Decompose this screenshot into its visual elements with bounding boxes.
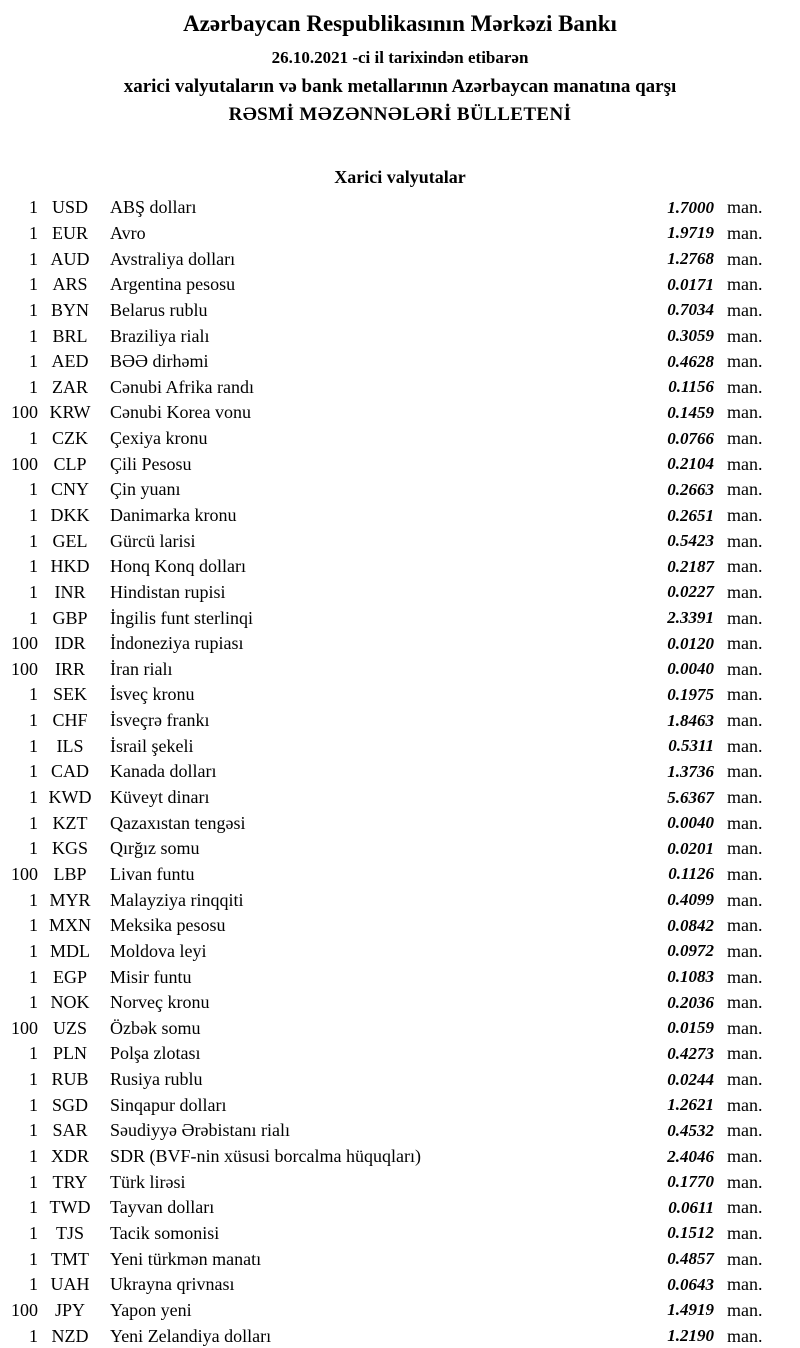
currency-unit: man. [727, 684, 763, 705]
currency-unit: man. [727, 633, 763, 654]
currency-name: İsveçrə frankı [110, 710, 210, 731]
currency-code: KGS [51, 838, 88, 859]
currency-name: Belarus rublu [110, 299, 208, 320]
currency-unit: man. [727, 658, 763, 679]
currency-name: Rusiya rublu [110, 1069, 203, 1090]
currency-name: Moldova leyi [110, 940, 207, 961]
currency-quantity: 100 [11, 402, 38, 423]
currency-quantity: 1 [29, 274, 38, 295]
currency-code: UAH [50, 1274, 90, 1295]
currency-quantity: 1 [29, 325, 38, 346]
currency-name: Danimarka kronu [110, 505, 237, 525]
currency-row [0, 1016, 800, 1042]
currency-quantity: 1 [29, 1146, 38, 1167]
currency-unit: man. [727, 761, 763, 782]
currency-name: Türk lirəsi [110, 1171, 186, 1192]
currency-code: AED [51, 351, 89, 372]
currency-name: Norveç kronu [110, 992, 210, 1013]
currency-row [0, 580, 800, 606]
currency-rate: 0.2036 [667, 992, 714, 1012]
currency-row [0, 477, 800, 503]
currency-row [0, 272, 800, 298]
currency-name: Honq Konq dolları [110, 556, 246, 577]
currency-quantity: 1 [29, 607, 38, 628]
currency-row [0, 1092, 800, 1118]
bulletin-header [0, 0, 800, 126]
currency-name: Polşa zlotası [110, 1043, 201, 1064]
currency-row [0, 836, 800, 862]
currency-row [0, 913, 800, 939]
currency-name: BƏƏ dirhəmi [110, 351, 209, 372]
currency-row [0, 1272, 800, 1298]
currency-row [0, 939, 800, 965]
currency-rate: 0.0171 [667, 274, 714, 294]
currency-quantity: 1 [29, 684, 38, 705]
currency-row [0, 990, 800, 1016]
currency-row [0, 810, 800, 836]
currency-quantity: 1 [29, 1094, 38, 1115]
currency-rate: 0.0040 [667, 813, 714, 833]
currency-unit: man. [727, 376, 763, 397]
currency-quantity: 1 [29, 1274, 38, 1295]
currency-quantity: 100 [11, 633, 38, 654]
currency-rate: 0.4628 [667, 351, 714, 371]
currency-code: CHF [52, 710, 88, 731]
currency-row [0, 964, 800, 990]
currency-quantity: 1 [29, 735, 38, 756]
currency-quantity: 1 [29, 581, 38, 602]
currency-row [0, 528, 800, 554]
currency-row [0, 246, 800, 272]
currency-quantity: 1 [29, 889, 38, 910]
currency-rate: 1.9719 [667, 223, 714, 243]
currency-row [0, 1144, 800, 1170]
currency-code: AUD [50, 248, 90, 269]
currency-name: Hindistan rupisi [110, 581, 226, 602]
currency-row [0, 657, 800, 683]
currency-code: EUR [52, 222, 88, 243]
currency-code: DKK [50, 505, 90, 525]
currency-quantity: 1 [29, 299, 38, 320]
currency-row [0, 1298, 800, 1324]
currency-rate: 0.0244 [667, 1069, 714, 1089]
currency-name: Livan funtu [110, 863, 195, 884]
currency-name: Misir funtu [110, 966, 192, 987]
currency-code: KWD [48, 787, 92, 808]
section-title-foreign-currencies: Xarici valyutalar [334, 167, 466, 187]
currency-rate: 2.3391 [667, 608, 714, 628]
currency-row [0, 400, 800, 426]
currency-code: USD [51, 197, 88, 218]
currency-rate: 0.1156 [668, 377, 714, 397]
currency-code: ARS [52, 274, 88, 295]
currency-code: ZAR [52, 376, 88, 397]
currency-code: KZT [52, 812, 88, 833]
currency-unit: man. [727, 940, 763, 961]
currency-unit: man. [727, 1325, 763, 1346]
currency-unit: man. [727, 428, 763, 449]
currency-unit: man. [727, 505, 763, 525]
currency-code: XDR [50, 1146, 89, 1167]
currency-row [0, 733, 800, 759]
currency-row [0, 785, 800, 811]
currency-code: SEK [52, 684, 87, 705]
currency-unit: man. [727, 1146, 763, 1167]
currency-unit: man. [727, 787, 763, 808]
currency-code: TRY [52, 1171, 88, 1192]
currency-unit: man. [727, 838, 763, 859]
currency-quantity: 1 [29, 787, 38, 808]
official-rates-bulletin-title: RƏSMİ MƏZƏNNƏLƏRİ BÜLLETENİ [228, 104, 572, 125]
currency-name: İsrail şekeli [110, 735, 194, 756]
currency-rate: 0.0972 [667, 941, 714, 961]
currency-row [0, 349, 800, 375]
currency-row [0, 503, 800, 529]
effective-date-line: 26.10.2021 -ci il tarixindən etibarən [271, 48, 529, 67]
currency-rate: 0.4857 [667, 1249, 714, 1269]
currency-quantity: 1 [29, 966, 38, 987]
currency-code: ILS [56, 735, 84, 756]
currency-row [0, 759, 800, 785]
currency-name: Meksika pesosu [110, 915, 226, 936]
currency-unit: man. [727, 915, 763, 936]
currency-rate: 0.2651 [667, 505, 714, 525]
currency-quantity: 1 [29, 479, 38, 500]
currency-unit: man. [727, 581, 763, 602]
currency-code: CNY [50, 479, 89, 500]
currency-unit: man. [727, 530, 763, 551]
currency-row [0, 221, 800, 247]
currency-code: CZK [52, 428, 88, 449]
currency-code: LBP [53, 863, 87, 884]
currency-code: CAD [50, 761, 89, 782]
currency-row [0, 1246, 800, 1272]
currency-name: Özbək somu [110, 1017, 201, 1038]
currency-code: TJS [55, 1222, 84, 1243]
currency-rate: 0.1083 [667, 967, 714, 987]
currency-quantity: 1 [29, 1197, 38, 1218]
currency-code: CLP [53, 453, 87, 474]
currency-rate: 0.4273 [667, 1043, 714, 1063]
currency-name: Səudiyyə Ərəbistanı rialı [110, 1120, 290, 1141]
currency-unit: man. [727, 1274, 763, 1295]
currency-quantity: 1 [29, 351, 38, 372]
currency-rate: 0.4099 [667, 890, 714, 910]
currency-unit: man. [727, 248, 763, 269]
currency-row [0, 1195, 800, 1221]
currency-row [0, 426, 800, 452]
currency-name: Kanada dolları [110, 761, 217, 782]
currency-rate: 0.0227 [667, 582, 714, 602]
currency-unit: man. [727, 1171, 763, 1192]
currency-row [0, 1323, 800, 1348]
currency-quantity: 1 [29, 1171, 38, 1192]
currency-code: GBP [52, 607, 88, 628]
currency-quantity: 1 [29, 428, 38, 449]
currency-unit: man. [727, 479, 763, 500]
currency-code: SAR [52, 1120, 88, 1141]
currency-unit: man. [727, 222, 763, 243]
currency-unit: man. [727, 351, 763, 372]
currency-code: IRR [54, 658, 85, 679]
currency-row [0, 605, 800, 631]
currency-rate: 0.0120 [667, 633, 714, 653]
currency-rate: 0.0201 [667, 838, 714, 858]
currency-rate: 0.0643 [667, 1274, 714, 1294]
currency-code: RUB [51, 1069, 89, 1090]
currency-unit: man. [727, 1248, 763, 1269]
currency-row [0, 862, 800, 888]
currency-name: Avstraliya dolları [110, 248, 236, 269]
currency-quantity: 100 [11, 453, 38, 474]
currency-row [0, 682, 800, 708]
currency-quantity: 1 [29, 197, 38, 218]
currency-row [0, 887, 800, 913]
currency-name: Argentina pesosu [110, 274, 236, 295]
currency-unit: man. [727, 402, 763, 423]
currency-unit: man. [727, 1094, 763, 1115]
currency-rate: 0.0159 [667, 1018, 714, 1038]
currency-rate: 0.3059 [667, 326, 714, 346]
currency-row [0, 195, 800, 221]
currency-unit: man. [727, 710, 763, 731]
currency-name: Avro [110, 222, 146, 243]
currency-quantity: 100 [11, 863, 38, 884]
currency-name: Çin yuanı [110, 479, 181, 500]
currency-rate: 1.7000 [667, 197, 714, 217]
currency-rate-table [0, 195, 800, 1348]
currency-name: SDR (BVF-nin xüsusi borcalma hüquqları) [110, 1146, 421, 1167]
currency-quantity: 1 [29, 940, 38, 961]
currency-name: Yeni Zelandiya dolları [110, 1325, 272, 1346]
currency-unit: man. [727, 1197, 763, 1218]
currency-unit: man. [727, 889, 763, 910]
currency-quantity: 1 [29, 1120, 38, 1141]
currency-code: MDL [50, 940, 90, 961]
currency-name: Tayvan dolları [110, 1197, 215, 1218]
currency-row [0, 1041, 800, 1067]
currency-rate: 0.1975 [667, 684, 714, 704]
currency-rate: 1.8463 [667, 710, 714, 730]
currency-code: MXN [48, 915, 91, 936]
currency-code: KRW [49, 402, 91, 423]
currency-code: TWD [49, 1197, 91, 1218]
currency-quantity: 1 [29, 505, 38, 525]
currency-name: Tacik somonisi [110, 1222, 220, 1243]
currency-quantity: 1 [29, 761, 38, 782]
currency-rate: 0.0842 [667, 915, 714, 935]
currency-quantity: 1 [29, 1069, 38, 1090]
currency-rate: 0.5311 [668, 736, 714, 756]
currency-unit: man. [727, 299, 763, 320]
currency-rate: 0.1770 [667, 1172, 714, 1192]
currency-row [0, 1169, 800, 1195]
currency-name: İngilis funt sterlinqi [110, 607, 253, 628]
currency-code: INR [54, 581, 86, 602]
currency-quantity: 1 [29, 222, 38, 243]
currency-name: Cənubi Afrika randı [110, 376, 254, 397]
currency-row [0, 1118, 800, 1144]
currency-quantity: 1 [29, 1248, 38, 1269]
subtitle-line: xarici valyutaların və bank metallarının Azərbaycan manatına qarşı [123, 76, 677, 97]
currency-rate: 5.6367 [667, 787, 714, 807]
currency-unit: man. [727, 453, 763, 474]
currency-unit: man. [727, 812, 763, 833]
currency-unit: man. [727, 197, 763, 218]
currency-rate: 1.2768 [667, 249, 714, 269]
currency-name: Sinqapur dolları [110, 1094, 227, 1115]
currency-unit: man. [727, 863, 763, 884]
currency-unit: man. [727, 325, 763, 346]
currency-quantity: 1 [29, 915, 38, 936]
currency-unit: man. [727, 992, 763, 1013]
currency-code: SGD [51, 1094, 88, 1115]
currency-rate: 0.4532 [667, 1120, 714, 1140]
currency-rate: 0.7034 [667, 300, 714, 320]
currency-unit: man. [727, 1043, 763, 1064]
currency-rate: 1.2190 [667, 1326, 714, 1345]
currency-unit: man. [727, 607, 763, 628]
currency-quantity: 1 [29, 376, 38, 397]
currency-unit: man. [727, 966, 763, 987]
currency-name: Yeni türkmən manatı [110, 1248, 262, 1269]
currency-rate: 2.4046 [667, 1146, 714, 1166]
currency-quantity: 1 [29, 812, 38, 833]
currency-row [0, 708, 800, 734]
currency-code: JPY [54, 1299, 85, 1320]
currency-row [0, 1221, 800, 1247]
currency-code: MYR [49, 889, 91, 910]
currency-quantity: 1 [29, 710, 38, 731]
currency-row [0, 298, 800, 324]
currency-name: ABŞ dolları [110, 197, 197, 218]
currency-rate: 1.2621 [667, 1095, 714, 1115]
currency-rate: 0.2104 [667, 454, 714, 474]
currency-quantity: 100 [11, 658, 38, 679]
currency-rate: 1.4919 [667, 1300, 714, 1320]
currency-code: TMT [51, 1248, 89, 1269]
currency-code: BYN [50, 299, 89, 320]
currency-rate: 0.1126 [668, 864, 714, 884]
currency-quantity: 1 [29, 1043, 38, 1064]
currency-name: İsveç kronu [110, 684, 195, 705]
currency-name: Qırğız somu [110, 838, 200, 859]
currency-name: İran rialı [110, 658, 173, 679]
currency-quantity: 1 [29, 992, 38, 1013]
currency-rate: 0.0611 [668, 1197, 714, 1217]
currency-quantity: 1 [29, 248, 38, 269]
currency-rate: 0.5423 [667, 531, 714, 551]
currency-unit: man. [727, 1299, 763, 1320]
currency-unit: man. [727, 1120, 763, 1141]
currency-unit: man. [727, 1222, 763, 1243]
currency-rate: 0.2663 [667, 479, 714, 499]
bank-title: Azərbaycan Respublikasının Mərkəzi Bankı [183, 11, 617, 36]
currency-rate: 0.1459 [667, 402, 714, 422]
currency-code: IDR [54, 633, 86, 654]
currency-quantity: 1 [29, 1222, 38, 1243]
currency-quantity: 1 [29, 556, 38, 577]
currency-row [0, 323, 800, 349]
currency-name: Ukrayna qrivnası [110, 1274, 235, 1295]
currency-code: PLN [52, 1043, 87, 1064]
currency-rate: 0.2187 [667, 556, 714, 576]
currency-row [0, 631, 800, 657]
currency-name: Yapon yeni [110, 1299, 192, 1320]
currency-name: Qazaxıstan tengəsi [110, 812, 246, 833]
currency-code: NZD [51, 1325, 89, 1346]
currency-code: BRL [52, 325, 88, 346]
currency-name: Braziliya rialı [110, 325, 210, 346]
currency-name: Çili Pesosu [110, 453, 192, 474]
currency-unit: man. [727, 735, 763, 756]
currency-unit: man. [727, 274, 763, 295]
currency-unit: man. [727, 556, 763, 577]
currency-name: Küveyt dinarı [110, 787, 210, 808]
currency-quantity: 1 [29, 1325, 38, 1346]
currency-code: EGP [52, 966, 87, 987]
currency-code: HKD [50, 556, 90, 577]
currency-row [0, 1067, 800, 1093]
currency-unit: man. [727, 1017, 763, 1038]
currency-name: Cənubi Korea vonu [110, 402, 251, 423]
currency-unit: man. [727, 1069, 763, 1090]
currency-row [0, 374, 800, 400]
currency-quantity: 1 [29, 838, 38, 859]
currency-code: GEL [52, 530, 88, 551]
currency-code: NOK [50, 992, 90, 1013]
currency-rate: 0.1512 [667, 1223, 714, 1243]
currency-name: Malayziya rinqqiti [110, 889, 244, 910]
currency-name: İndoneziya rupiası [110, 633, 244, 654]
currency-quantity: 1 [29, 530, 38, 551]
currency-name: Gürcü larisi [110, 530, 196, 551]
currency-rate: 0.0040 [667, 659, 714, 679]
currency-row [0, 451, 800, 477]
currency-rate: 0.0766 [667, 428, 714, 448]
currency-quantity: 100 [11, 1017, 38, 1038]
currency-quantity: 100 [11, 1299, 38, 1320]
currency-row [0, 554, 800, 580]
currency-code: UZS [52, 1017, 87, 1038]
currency-rate: 1.3736 [667, 761, 714, 781]
currency-name: Çexiya kronu [110, 428, 208, 449]
